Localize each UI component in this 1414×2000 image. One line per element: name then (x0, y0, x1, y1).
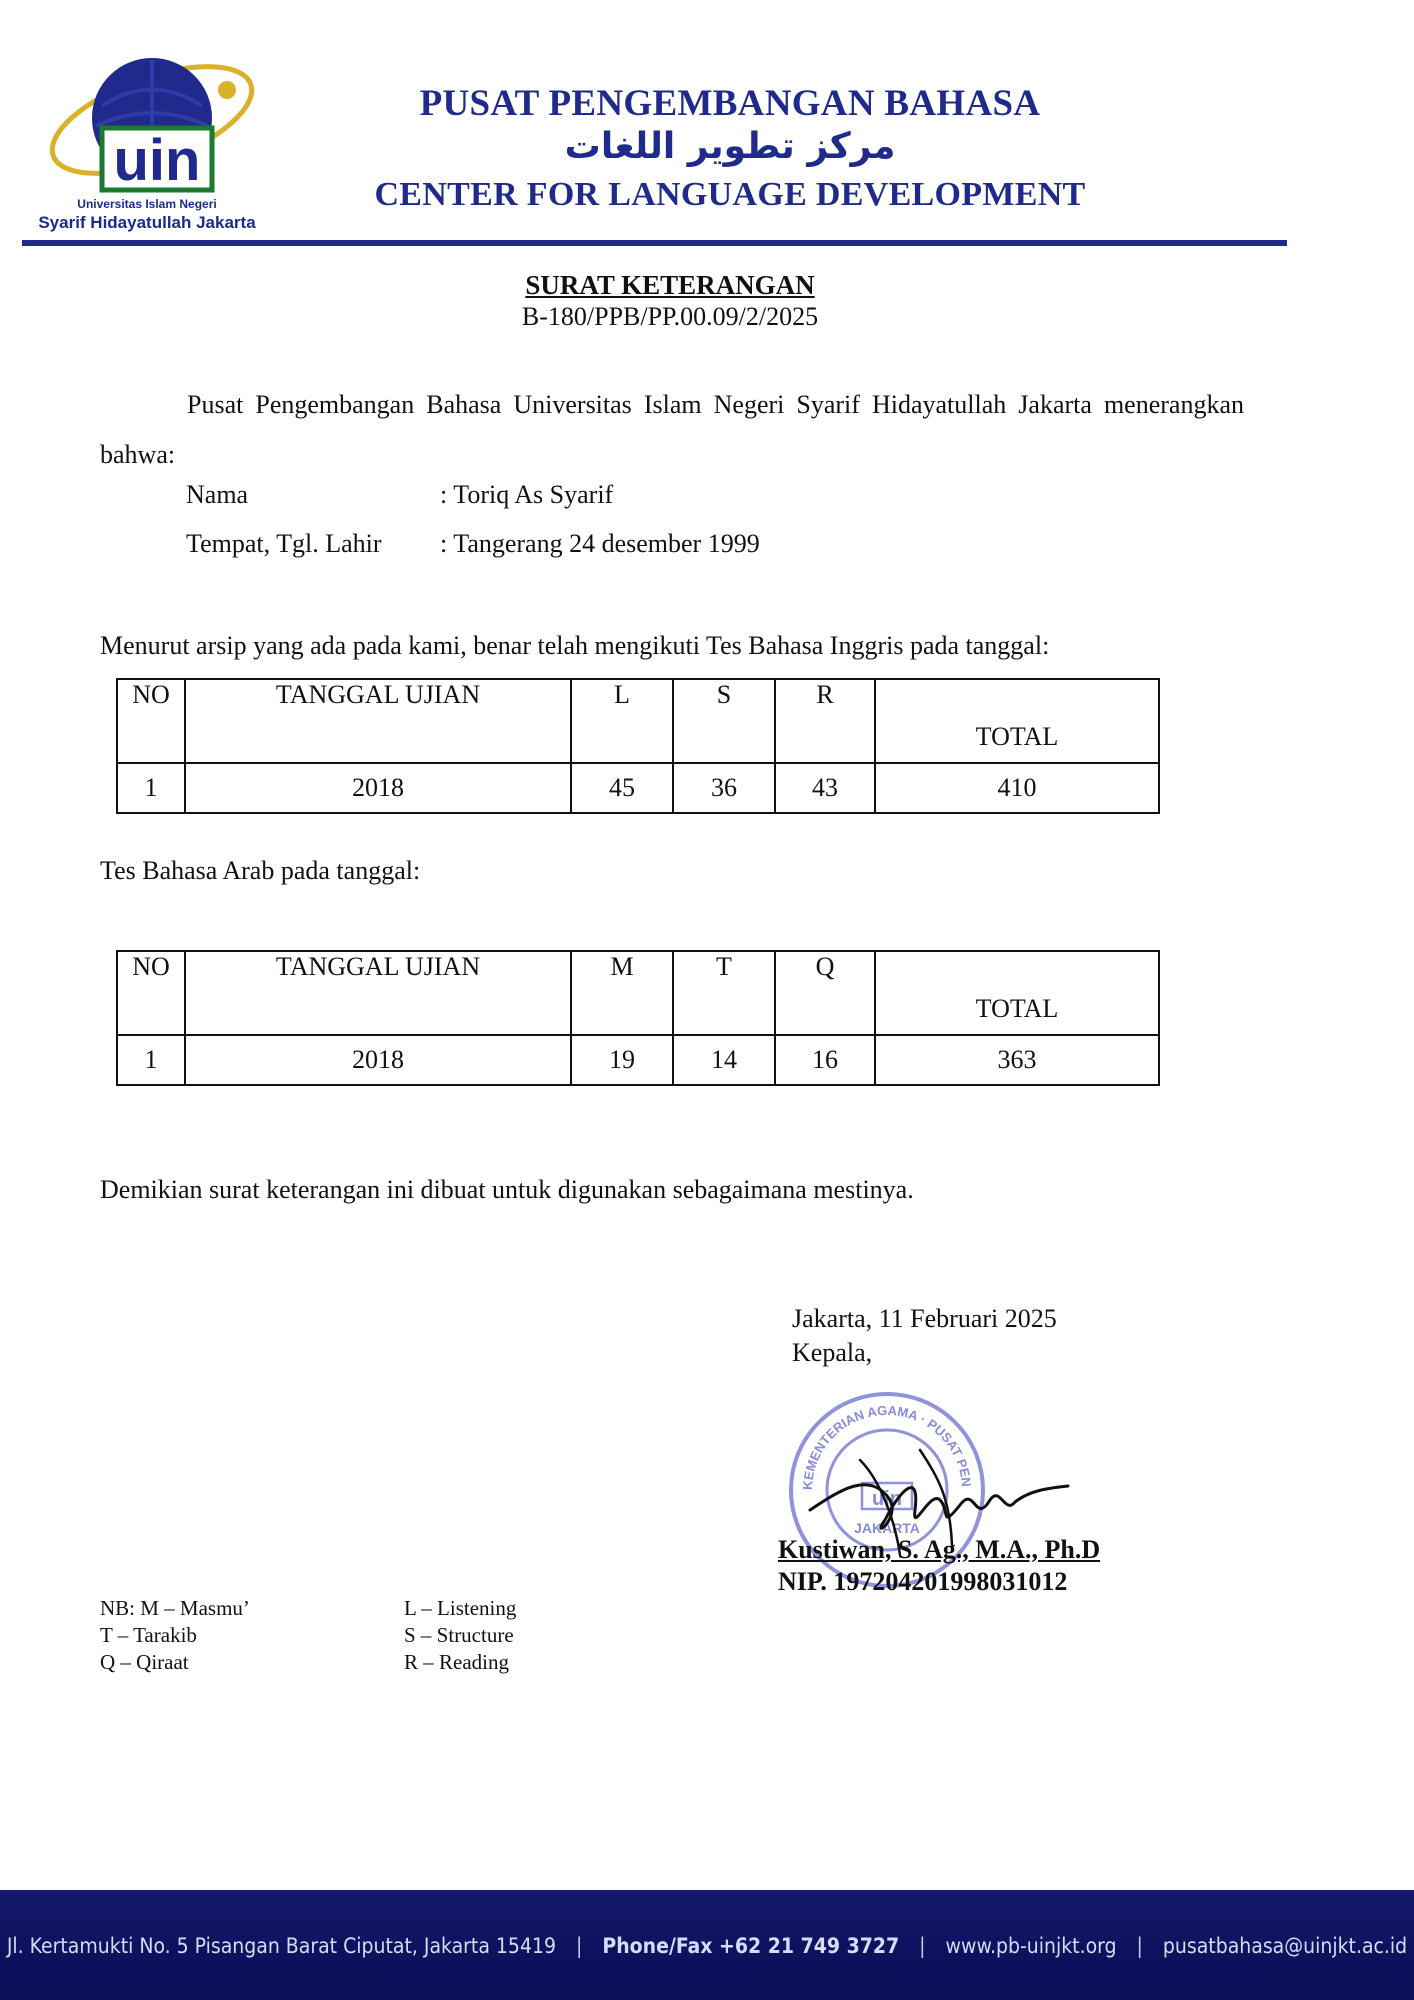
table-cell: 2018 (185, 763, 571, 813)
arabic-score-table (116, 950, 1160, 1086)
header-cell: TOTAL (875, 951, 1159, 1035)
note-listening: L – Listening (404, 1596, 517, 1620)
intro-paragraph: Pusat Pengembangan Bahasa Universitas Islam Negeri Syarif Hidayatullah Jakarta menerangkan bahwa: (100, 390, 1244, 469)
table-cell: 1 (117, 1035, 185, 1085)
signatory-role: Kepala, (792, 1338, 873, 1367)
footer-website[interactable]: www.pb-uinjkt.org (945, 1934, 1117, 1958)
table-cell: 36 (673, 763, 775, 813)
table-header-row (117, 679, 1159, 763)
header-cell: NO (117, 679, 185, 763)
footer-phone: Phone/Fax +62 21 749 3727 (602, 1934, 900, 1958)
header-cell: NO (117, 951, 185, 1035)
table-cell: 43 (775, 763, 875, 813)
table-cell: 2018 (185, 1035, 571, 1085)
footer-contact (0, 1934, 1414, 1958)
english-test-intro: Menurut arsip yang ada pada kami, benar telah mengikuti Tes Bahasa Inggris pada tanggal: (100, 631, 1050, 660)
table-cell: 45 (571, 763, 673, 813)
table-cell: 19 (571, 1035, 673, 1085)
header-cell: T (673, 951, 775, 1035)
logo-wordmark: uin (113, 128, 201, 193)
table-cell: 14 (673, 1035, 775, 1085)
english-score-table (116, 678, 1160, 814)
note-reading: R – Reading (404, 1650, 509, 1674)
logo-subtitle-1: Universitas Islam Negeri (77, 197, 217, 211)
note-masmu: NB: M – Masmu’ (100, 1596, 250, 1620)
letter-number: B-180/PPB/PP.00.09/2/2025 (521, 302, 819, 331)
note-tarakib: T – Tarakib (100, 1623, 197, 1647)
arabic-test-intro: Tes Bahasa Arab pada tanggal: (100, 856, 421, 885)
table-row (117, 763, 1159, 813)
footer-separator: | (919, 1934, 926, 1958)
birth-label: Tempat, Tgl. Lahir (186, 529, 382, 558)
footer-address: Jl. Kertamukti No. 5 Pisangan Barat Ciputat, Jakarta 15419 (6, 1934, 557, 1958)
table-cell: 363 (875, 1035, 1159, 1085)
closing-statement: Demikian surat keterangan ini dibuat untuk digunakan sebagaimana mestinya. (100, 1175, 914, 1204)
header-cell: TANGGAL UJIAN (185, 679, 571, 763)
name-value: : Toriq As Syarif (440, 480, 614, 509)
header-cell: TOTAL (875, 679, 1159, 763)
note-structure: S – Structure (404, 1623, 514, 1647)
header-cell: Q (775, 951, 875, 1035)
header-cell: R (775, 679, 875, 763)
letter-title: SURAT KETERANGAN (525, 270, 815, 300)
header-divider (22, 240, 1287, 246)
note-qiraat: Q – Qiraat (100, 1650, 189, 1674)
stamp-logo: uin (872, 1488, 902, 1510)
header-title-en: CENTER FOR LANGUAGE DEVELOPMENT (374, 176, 1086, 213)
logo-subtitle-2: Syarif Hidayatullah Jakarta (38, 213, 256, 232)
header-cell: TANGGAL UJIAN (185, 951, 571, 1035)
header-cell: L (571, 679, 673, 763)
header-cell: S (673, 679, 775, 763)
birth-value: : Tangerang 24 desember 1999 (440, 529, 760, 558)
footer-separator: | (1136, 1934, 1143, 1958)
signatory-name: Kustiwan, S. Ag., M.A., Ph.D (778, 1535, 1101, 1564)
table-cell: 1 (117, 763, 185, 813)
table-row (117, 1035, 1159, 1085)
stamp-text: KEMENTERIAN AGAMA · PUSAT PEN (799, 1402, 975, 1491)
table-header-row (117, 951, 1159, 1035)
table-cell: 16 (775, 1035, 875, 1085)
header-title-ar: مركز تطوير اللغات (564, 126, 896, 167)
stamp-city: JAKARTA (854, 1520, 920, 1536)
header-cell: M (571, 951, 673, 1035)
header-title-id: PUSAT PENGEMBANGAN BAHASA (419, 83, 1041, 124)
footer-email[interactable]: pusatbahasa@uinjkt.ac.id (1162, 1934, 1408, 1958)
table-cell: 410 (875, 763, 1159, 813)
footer-separator: | (576, 1934, 583, 1958)
place-date: Jakarta, 11 Februari 2025 (792, 1304, 1057, 1333)
name-label: Nama (186, 480, 249, 509)
signatory-nip: NIP. 197204201998031012 (778, 1567, 1068, 1596)
